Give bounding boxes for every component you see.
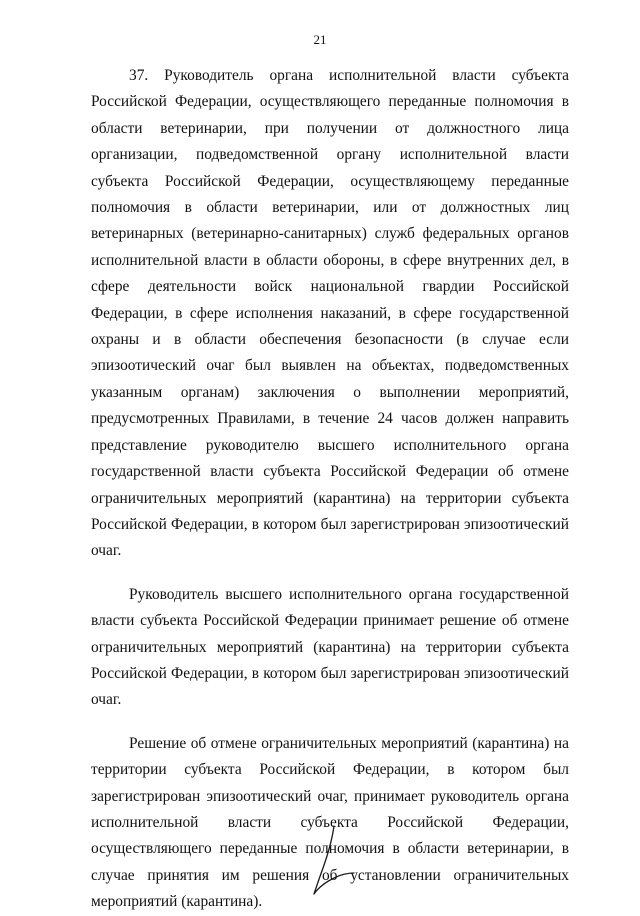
paragraph-37: 37. Руководитель органа исполнительной власти субъекта Российской Федерации, осуществляющего переданные полномочия в области ветеринарии, при получении от должностного лица организации, подведомственной органу исполнительной власти субъекта Российской Федерации, осуществляющему переданные полномочия в области ветеринарии, или от должностных лиц ветеринарных (ветеринарно-санитарных) служб федеральных органов исполнительной власти в области обороны, в сфере внутренних дел, в сфере деятельности войск национальной гвардии Российской Федерации, в сфере исполнения наказаний, в сфере государственной охраны и в области обеспечения безопасности (в случае если эпизоотический очаг был выявлен на объектах, подведомственных указанным органам) заключения о выполнении мероприятий, предусмотренных Правилами, в течение 24 часов должен направить представление руководителю высшего исполнительного органа государственной власти субъекта Российской Федерации об отмене ограничительных мероприятий (карантина) на территории субъекта Российской Федерации, в котором был зарегистрирован эпизоотический очаг.	[91, 67, 569, 560]
paragraph-authority-decision: Решение об отмене ограничительных мероприятий (карантина) на территории субъекта Российской Федерации, в котором был зарегистрирован эпизоотический очаг, принимает руководитель органа исполнительной власти субъекта Российской Федерации, осуществляющего переданные полномочия в области ветеринарии, в случае принятия им решения об установлении ограничительных мероприятий (карантина).	[91, 734, 569, 911]
handwritten-signature	[304, 822, 360, 898]
paragraph-governor-decision: Руководитель высшего исполнительного органа государственной власти субъекта Российской Федерации принимает решение об отмене ограничительных мероприятий (карантина) на территории субъекта Российской Федерации, в котором был зарегистрирован эпизоотический очаг.	[91, 585, 569, 709]
document-body	[91, 63, 569, 916]
page-number: 21	[313, 32, 327, 47]
